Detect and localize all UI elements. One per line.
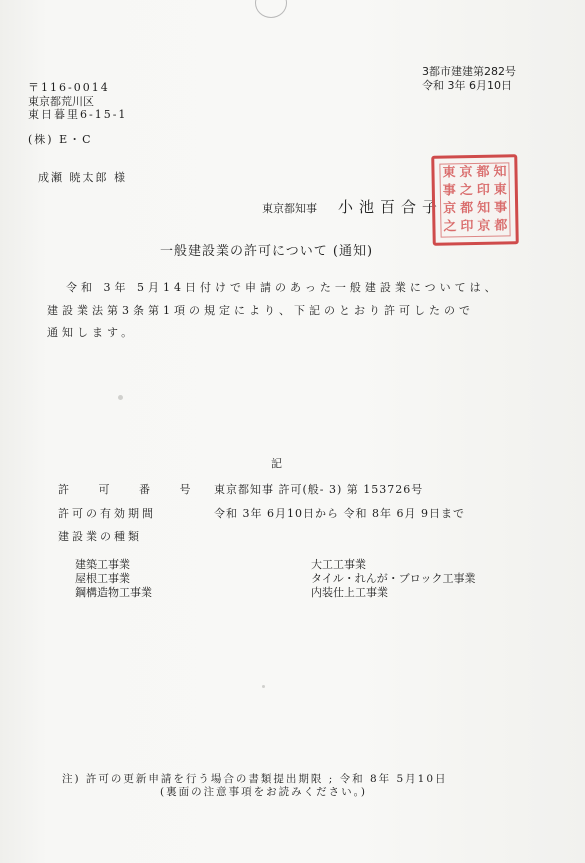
- seal-character: 事: [442, 183, 456, 199]
- seal-character: 東: [442, 165, 456, 181]
- business-type-item: 大工工事業: [311, 558, 366, 571]
- seal-character: 印: [460, 219, 474, 235]
- renewal-note-sub: (裏面の注意事項をお読みください。): [160, 786, 367, 798]
- business-type-item: 屋根工事業: [75, 572, 130, 585]
- business-type-item: 建築工事業: [75, 558, 130, 571]
- scan-mark: [262, 685, 265, 688]
- issuer-title: 東京都知事: [262, 202, 317, 215]
- address-line-1: 東京都荒川区: [28, 95, 94, 108]
- reference-number: 3都市建建第282号: [422, 65, 516, 78]
- company-name: (株) E・C: [28, 133, 93, 146]
- seal-character: 都: [494, 218, 508, 234]
- subject-heading: 一般建設業の許可について (通知): [160, 244, 374, 259]
- reference-date: 令和 3年 6月10日: [422, 79, 512, 92]
- ki-mark: 記: [271, 457, 282, 470]
- body-line-3: 通知します。: [47, 326, 137, 339]
- scan-mark: [118, 395, 123, 400]
- body-line-1: 令和 3年 5月14日付けで申請のあった一般建設業については、: [66, 281, 500, 294]
- receipt-stamp-mark: [255, 0, 287, 18]
- seal-characters: [439, 162, 510, 237]
- seal-character: 知: [477, 200, 491, 216]
- permit-number-value: 東京都知事 許可(般- 3) 第 153726号: [214, 483, 424, 496]
- seal-character: 京: [459, 165, 473, 181]
- seal-character: 都: [476, 164, 490, 180]
- seal-character: 事: [493, 200, 508, 216]
- seal-character: 之: [459, 183, 473, 199]
- business-types-label: 建設業の種類: [58, 530, 142, 543]
- postal-code: 〒116-0014: [28, 81, 110, 94]
- renewal-note: 注) 許可の更新申請を行う場合の書類提出期限 ; 令和 8年 5月10日: [62, 773, 448, 785]
- address-line-2: 東日暮里6-15-1: [28, 108, 128, 121]
- business-type-item: タイル・れんが・ブロック工事業: [311, 572, 476, 585]
- business-type-item: 鋼構造物工事業: [75, 586, 152, 599]
- issuer-name: 小池百合子: [338, 198, 444, 216]
- official-seal: [431, 154, 519, 245]
- validity-value: 令和 3年 6月10日から 令和 8年 6月 9日まで: [214, 507, 465, 520]
- seal-character: 京: [443, 201, 457, 217]
- seal-character: 知: [493, 164, 507, 180]
- seal-character: 京: [477, 218, 491, 234]
- seal-character: 之: [443, 219, 457, 235]
- validity-label: 許可の有効期間: [58, 507, 156, 520]
- recipient-name: 成瀬 暁太郎 様: [38, 171, 127, 184]
- seal-character: 印: [476, 182, 490, 198]
- seal-character: 東: [493, 182, 507, 198]
- seal-character: 都: [460, 201, 474, 217]
- permit-number-label: 許 可 番 号: [58, 483, 204, 496]
- body-line-2: 建設業法第3条第1項の規定により、下記のとおり許可したので: [47, 304, 474, 317]
- business-type-item: 内装仕上工事業: [311, 586, 388, 599]
